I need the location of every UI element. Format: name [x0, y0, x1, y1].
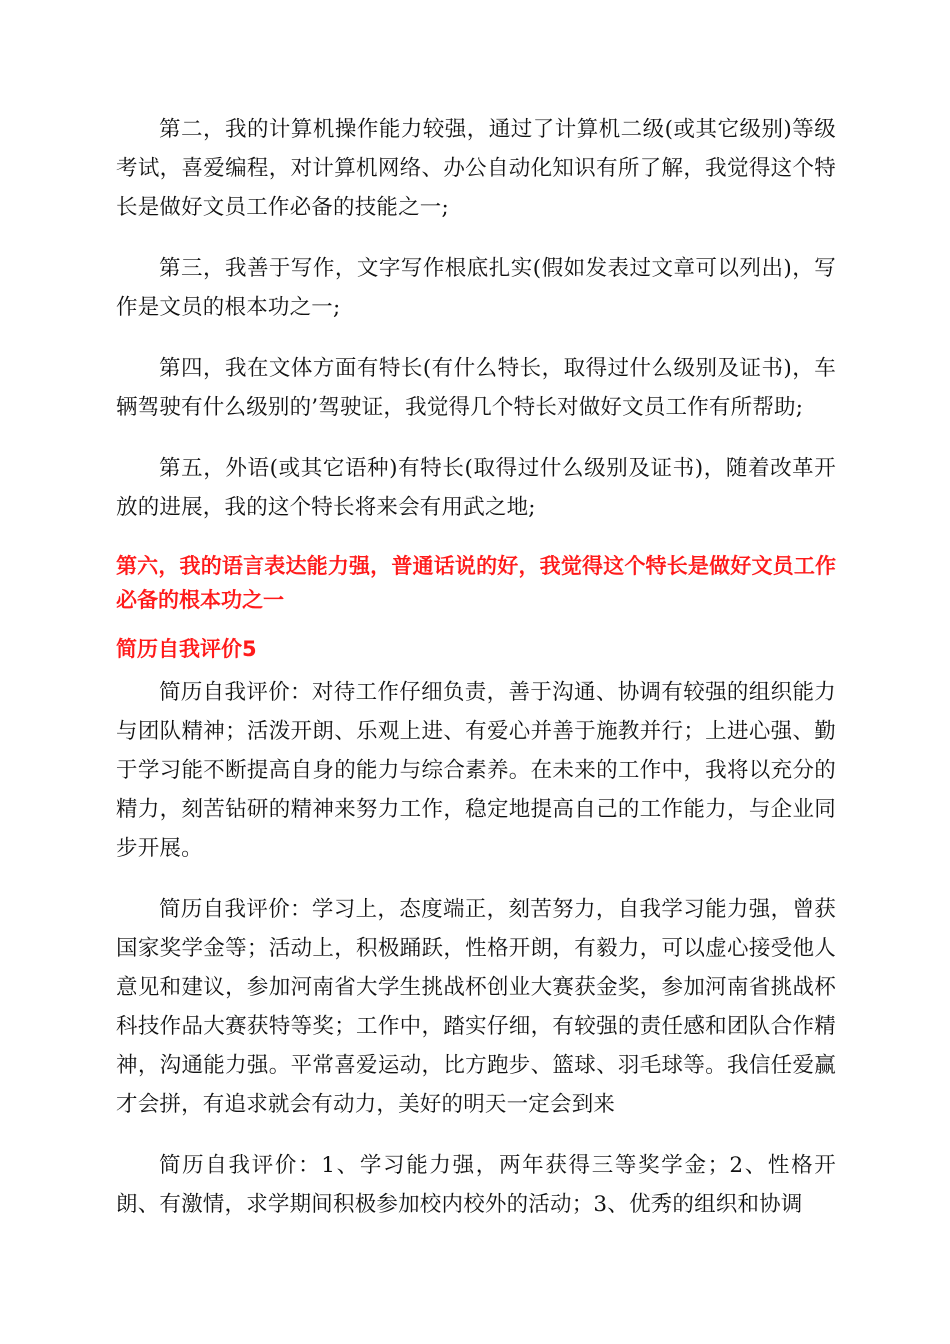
paragraph-gap — [116, 327, 836, 349]
self-evaluation-paragraph-2: 简历自我评价：学习上，态度端正，刻苦努力，自我学习能力强，曾获国家奖学金等；活动上，积极踊跃，性格开朗，有毅力，可以虚心接受他人意见和建议，参加河南省大学生挑战杯创业大赛获金奖，参加河南省挑战杯科技作品大赛获特等奖；工作中，踏实仔细，有较强的责任感和团队合作精神，沟通能力强。平常喜爱运动，比方跑步、篮球、羽毛球等。我信任爱赢才会拼，有追求就会有动力，美好的明天一定会到来 — [116, 897, 836, 1117]
paragraph-gap — [116, 1124, 836, 1146]
section-title: 简历自我评价5 — [116, 637, 257, 661]
highlighted-sixth-point: 第六，我的语言表达能力强，普通话说的好，我觉得这个特长是做好文员工作必备的根本功之一 — [116, 554, 836, 612]
paragraph-gap — [116, 868, 836, 890]
paragraph-fifth: 第五，外语(或其它语种)有特长(取得过什么级别及证书)，随着改革开放的进展，我的这个特长将来会有用武之地; — [116, 456, 836, 520]
self-evaluation-paragraph-3: 简历自我评价：1、学习能力强，两年获得三等奖学金；2、性格开朗、有激情，求学期间积极参加校内校外的活动；3、优秀的组织和协调 — [116, 1153, 836, 1217]
paragraph-second: 第二，我的计算机操作能力较强，通过了计算机二级(或其它级别)等级考试，喜爱编程，对计算机网络、办公自动化知识有所了解，我觉得这个特长是做好文员工作必备的技能之一; — [116, 117, 836, 220]
paragraph-gap — [116, 527, 836, 549]
paragraph-fourth: 第四，我在文体方面有特长(有什么特长，取得过什么级别及证书)，车辆驾驶有什么级别的’驾驶证，我觉得几个特长对做好文员工作有所帮助; — [116, 356, 836, 420]
paragraph-gap — [116, 427, 836, 449]
document-page — [116, 110, 836, 1224]
self-evaluation-paragraph-1: 简历自我评价：对待工作仔细负责，善于沟通、协调有较强的组织能力与团队精神；活泼开朗、乐观上进、有爱心并善于施教并行；上进心强、勤于学习能不断提高自身的能力与综合素养。在未来的工作中，我将以充分的精力，刻苦钻研的精神来努力工作，稳定地提高自己的工作能力，与企业同步开展。 — [116, 680, 836, 861]
paragraph-third: 第三，我善于写作，文字写作根底扎实(假如发表过文章可以列出)，写作是文员的根本功之一; — [116, 256, 836, 320]
paragraph-gap — [116, 227, 836, 249]
